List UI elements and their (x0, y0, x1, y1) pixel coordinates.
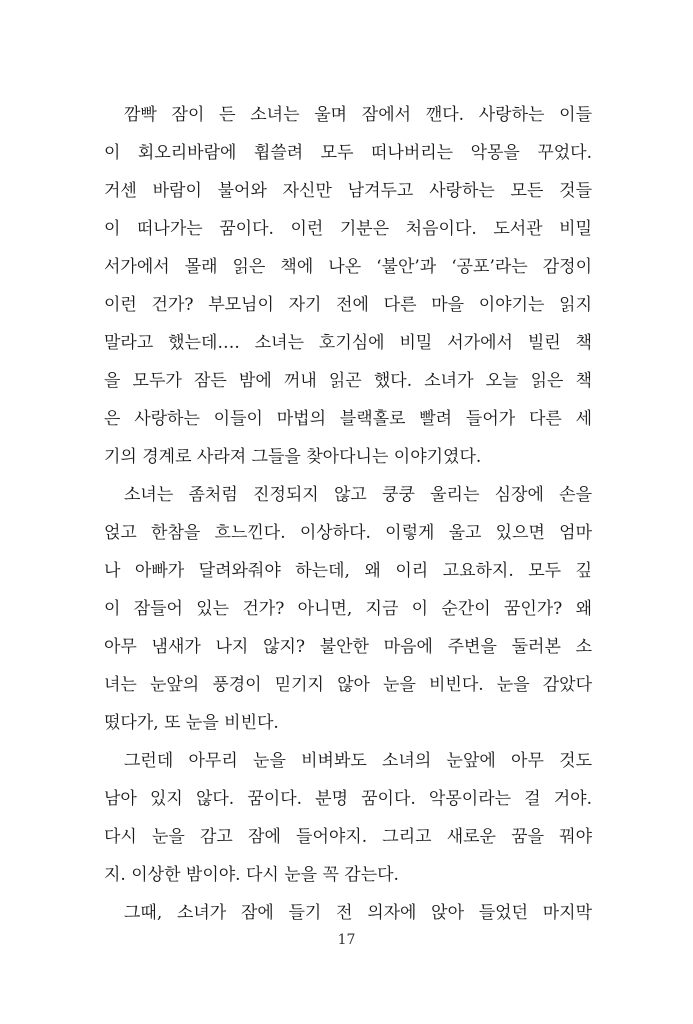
text-line: 은 사랑하는 이들이 마법의 블랙홀로 빨려 들어가 다른 세 (104, 409, 592, 429)
text-line: 그런데 아무리 눈을 비벼봐도 소녀의 눈앞에 아무 것도 (124, 751, 592, 771)
text-line: 그때, 소녀가 잠에 들기 전 의자에 앉아 들었던 마지막 (124, 903, 592, 923)
text-line: 녀는 눈앞의 풍경이 믿기지 않아 눈을 비빈다. 눈을 감았다 (104, 675, 592, 695)
text-line: 다시 눈을 감고 잠에 들어야지. 그리고 새로운 꿈을 꿔야 (104, 827, 592, 847)
text-line: 이 회오리바람에 휩쓸려 모두 떠나버리는 악몽을 꾸었다. (104, 143, 592, 163)
text-line: 떴다가, 또 눈을 비빈다. (104, 713, 279, 733)
page-number: 17 (337, 932, 356, 948)
text-line: 소녀는 좀처럼 진정되지 않고 쿵쿵 울리는 심장에 손을 (124, 485, 592, 505)
text-line: 을 모두가 잠든 밤에 꺼내 읽곤 했다. 소녀가 오늘 읽은 책 (104, 371, 592, 391)
body-text (104, 96, 592, 932)
text-line: 나 아빠가 달려와줘야 하는데, 왜 이리 고요하지. 모두 깊 (104, 561, 592, 581)
text-line: 이 떠나가는 꿈이다. 이런 기분은 처음이다. 도서관 비밀 (104, 219, 592, 239)
text-line: 얹고 한참을 흐느낀다. 이상하다. 이렇게 울고 있으면 엄마 (104, 523, 592, 543)
text-line: 서가에서 몰래 읽은 책에 나온 ‘불안’과 ‘공포’라는 감정이 (104, 257, 592, 277)
text-line: 거센 바람이 불어와 자신만 남겨두고 사랑하는 모든 것들 (104, 181, 592, 201)
text-line: 지. 이상한 밤이야. 다시 눈을 꼭 감는다. (104, 865, 399, 885)
paragraph-3 (104, 742, 592, 894)
text-line: 말라고 했는데…. 소녀는 호기심에 비밀 서가에서 빌린 책 (104, 333, 592, 353)
text-line: 이런 건가? 부모님이 자기 전에 다른 마을 이야기는 읽지 (104, 295, 592, 315)
text-line: 이 잠들어 있는 건가? 아니면, 지금 이 순간이 꿈인가? 왜 (104, 599, 592, 619)
text-line: 깜빡 잠이 든 소녀는 울며 잠에서 깬다. 사랑하는 이들 (124, 105, 592, 125)
text-line: 남아 있지 않다. 꿈이다. 분명 꿈이다. 악몽이라는 걸 거야. (104, 789, 592, 809)
paragraph-1 (104, 96, 592, 476)
text-line: 아무 냄새가 나지 않지? 불안한 마음에 주변을 둘러본 소 (104, 637, 592, 657)
text-line: 기의 경계로 사라져 그들을 찾아다니는 이야기였다. (104, 447, 482, 467)
paragraph-2 (104, 476, 592, 742)
paragraph-4 (104, 894, 592, 932)
